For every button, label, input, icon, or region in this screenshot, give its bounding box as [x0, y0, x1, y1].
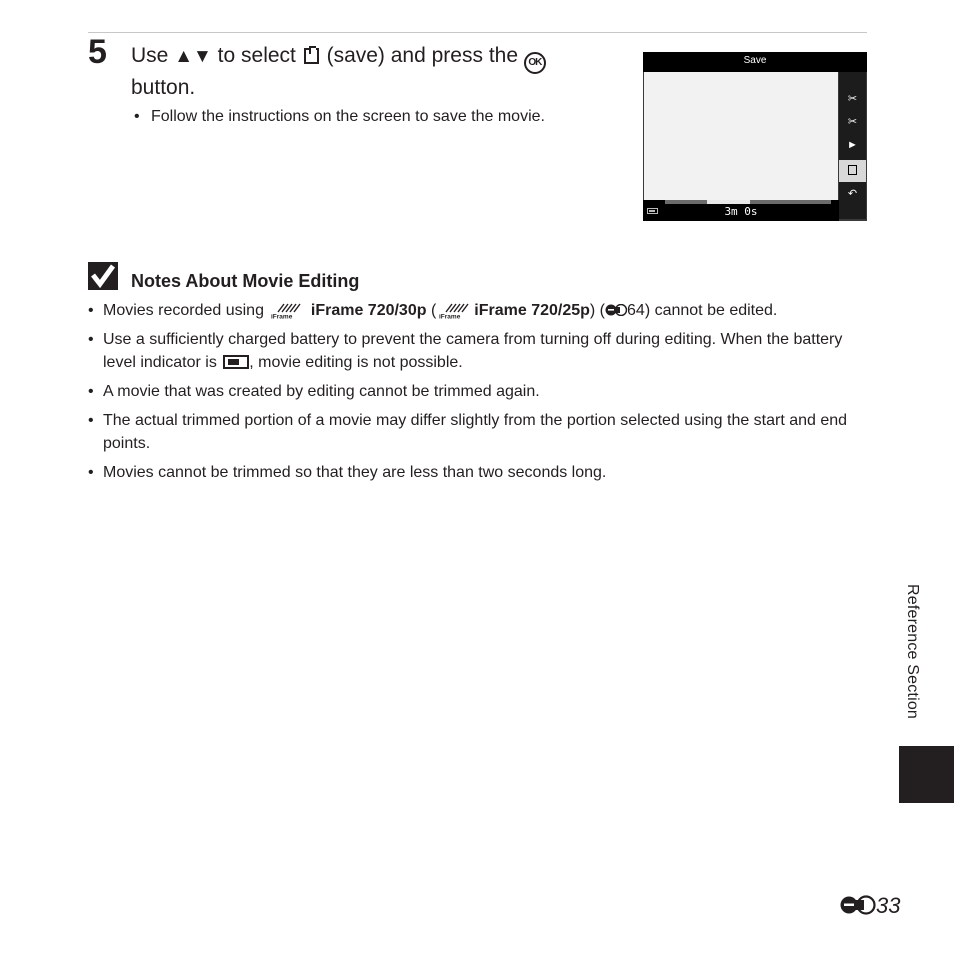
- notes-list: [88, 299, 878, 490]
- up-down-arrows-icon: ▲▼: [174, 46, 212, 67]
- list-item: • Movies recorded using iFrame iFrame 720/30p ( iFrame iFrame 720/25p) ( 64) cannot be edited.: [88, 299, 878, 322]
- step-bullet-text: Follow the instructions on the screen to save the movie.: [151, 108, 545, 125]
- save-icon: [304, 48, 319, 64]
- svg-text:iFrame: iFrame: [439, 313, 461, 319]
- iframe-icon: [270, 302, 304, 319]
- section-tab: [899, 746, 954, 803]
- screen-preview: [644, 72, 838, 200]
- save-menu-icon[interactable]: [839, 160, 866, 182]
- list-item: • Use a sufficiently charged battery to prevent the camera from turning off during editing. When the battery level indicator is , movie editing is not possible.: [88, 328, 878, 374]
- list-item: • The actual trimmed portion of a movie may differ slightly from the portion selected using the start and end points.: [88, 409, 878, 455]
- step-text-save-press: (save) and press the: [326, 44, 519, 67]
- iframe-icon: [438, 302, 472, 319]
- trim-end-icon[interactable]: ✂: [847, 116, 858, 128]
- timeline-bar: [665, 200, 831, 204]
- page-number-text: 33: [876, 893, 901, 918]
- section-side-label: Reference Section: [904, 584, 921, 720]
- screen-bottom-bar: [643, 200, 839, 221]
- edit-menu: [839, 72, 866, 219]
- timeline-position: [707, 200, 750, 204]
- step-instruction: [131, 42, 611, 102]
- check-note-icon: [88, 262, 118, 290]
- list-item: • Movies cannot be trimmed so that they are less than two seconds long.: [88, 461, 878, 484]
- list-item: • A movie that was created by editing cannot be trimmed again.: [88, 380, 878, 403]
- step-number: 5: [88, 33, 107, 71]
- battery-low-icon: [223, 355, 249, 369]
- step-bullet: • Follow the instructions on the screen to save the movie.: [134, 108, 545, 125]
- top-rule: [88, 32, 867, 33]
- ok-button-icon: OK: [524, 52, 546, 74]
- step-text-use: Use: [131, 44, 169, 67]
- step-text-button: button.: [131, 76, 196, 99]
- screen-title: Save: [643, 52, 867, 72]
- camera-screen: [643, 52, 867, 221]
- screen-time: 3m 0s: [724, 205, 758, 218]
- page-number: [840, 893, 900, 919]
- reference-section-icon: [605, 304, 627, 316]
- back-icon[interactable]: ↶: [847, 188, 858, 200]
- step-text-to-select: to select: [217, 44, 296, 67]
- reference-section-icon: [840, 895, 876, 915]
- trim-start-icon[interactable]: ✂: [847, 93, 858, 105]
- play-icon[interactable]: ►: [847, 139, 858, 151]
- svg-text:iFrame: iFrame: [271, 313, 293, 319]
- notes-title: Notes About Movie Editing: [131, 271, 360, 291]
